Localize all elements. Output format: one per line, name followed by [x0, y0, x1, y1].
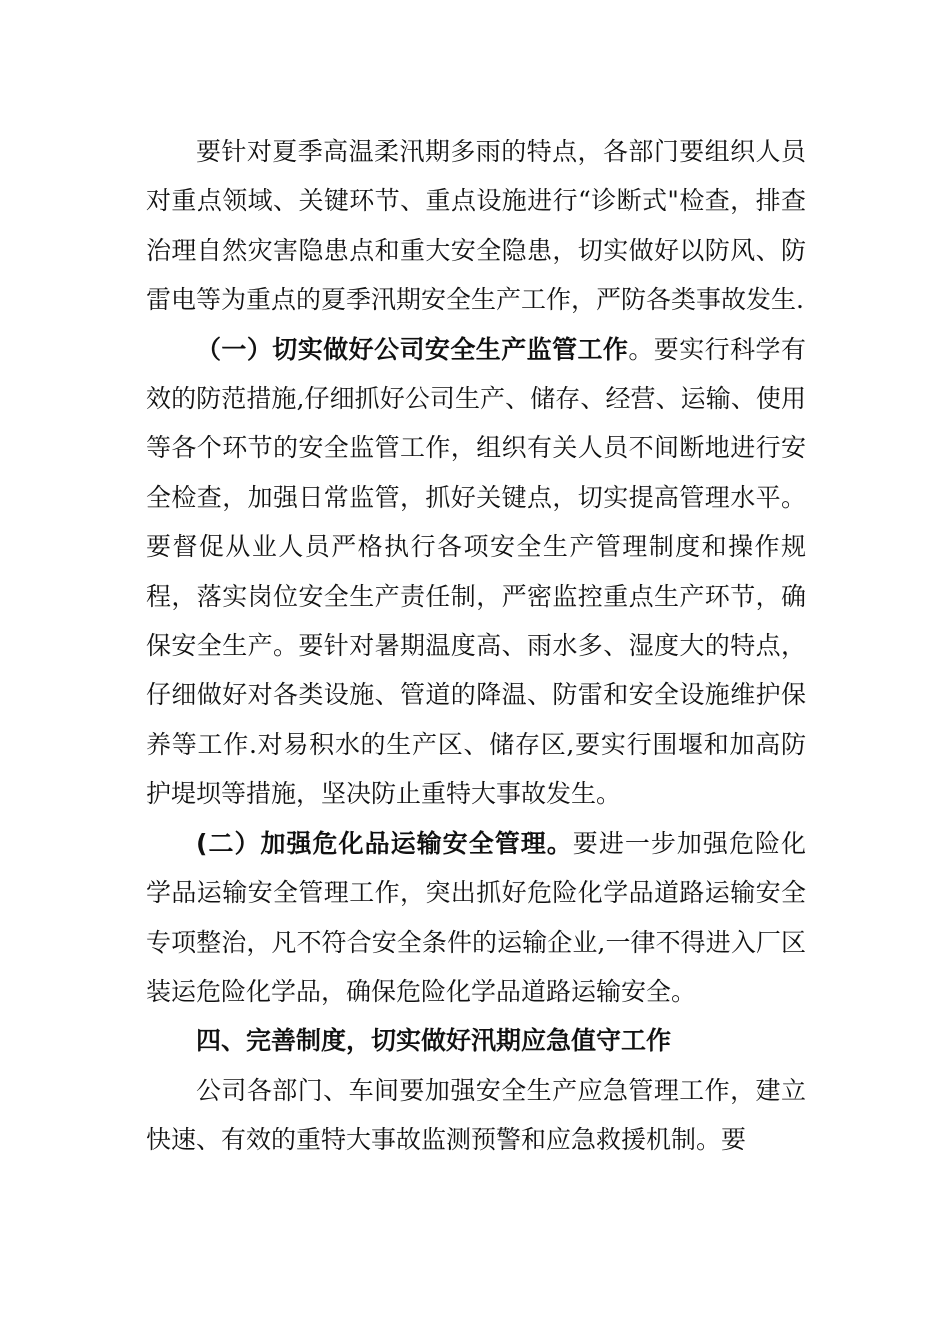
paragraph-intro-text: 要针对夏季高温柔汛期多雨的特点，各部门要组织人员对重点领域、关键环节、重点设施进行“诊断式"检查，排查治理自然灾害隐患点和重大安全隐患，切实做好以防风、防雷电等为重点的夏季汛期安全生产工作，严防各类事故发生. [146, 137, 806, 315]
paragraph-intro [146, 127, 806, 325]
paragraph-section-4 [146, 1066, 806, 1165]
paragraph-section-1 [146, 325, 806, 819]
section-4-text: 公司各部门、车间要加强安全生产应急管理工作，建立快速、有效的重特大事故监测预警和应急救援机制。要 [146, 1075, 806, 1155]
paragraph-section-2 [146, 819, 806, 1017]
section-2-lead: (二）加强危化品运输安全管理。 [196, 828, 573, 858]
section-1-lead: （一）切实做好公司安全生产监管工作 [196, 334, 629, 364]
section-1-text: 。要实行科学有效的防范措施,仔细抓好公司生产、储存、经营、运输、使用等各个环节的安全监管工作，组织有关人员不间断地进行安全检查，加强日常监管，抓好关键点，切实提高管理水平。要督促从业人员严格执行各项安全生产管理制度和操作规程，落实岗位安全生产责任制，严密监控重点生产环节，确保安全生产。要针对暑期温度高、雨水多、湿度大的特点，仔细做好对各类设施、管道的降温、防雷和安全设施维护保养等工作.对易积水的生产区、储存区,要实行围堰和加高防护堤坝等措施，坚决防止重特大事故发生。 [146, 334, 806, 809]
section-2-text: 要进一步加强危险化学品运输安全管理工作，突出抓好危险化学品道路运输安全专项整治，凡不符合安全条件的运输企业,一律不得进入厂区装运危险化学品，确保危险化学品道路运输安全。 [146, 828, 806, 1006]
document-body [146, 127, 806, 1165]
section-4-heading: 四、完善制度，切实做好汛期应急值守工作 [196, 1026, 672, 1056]
